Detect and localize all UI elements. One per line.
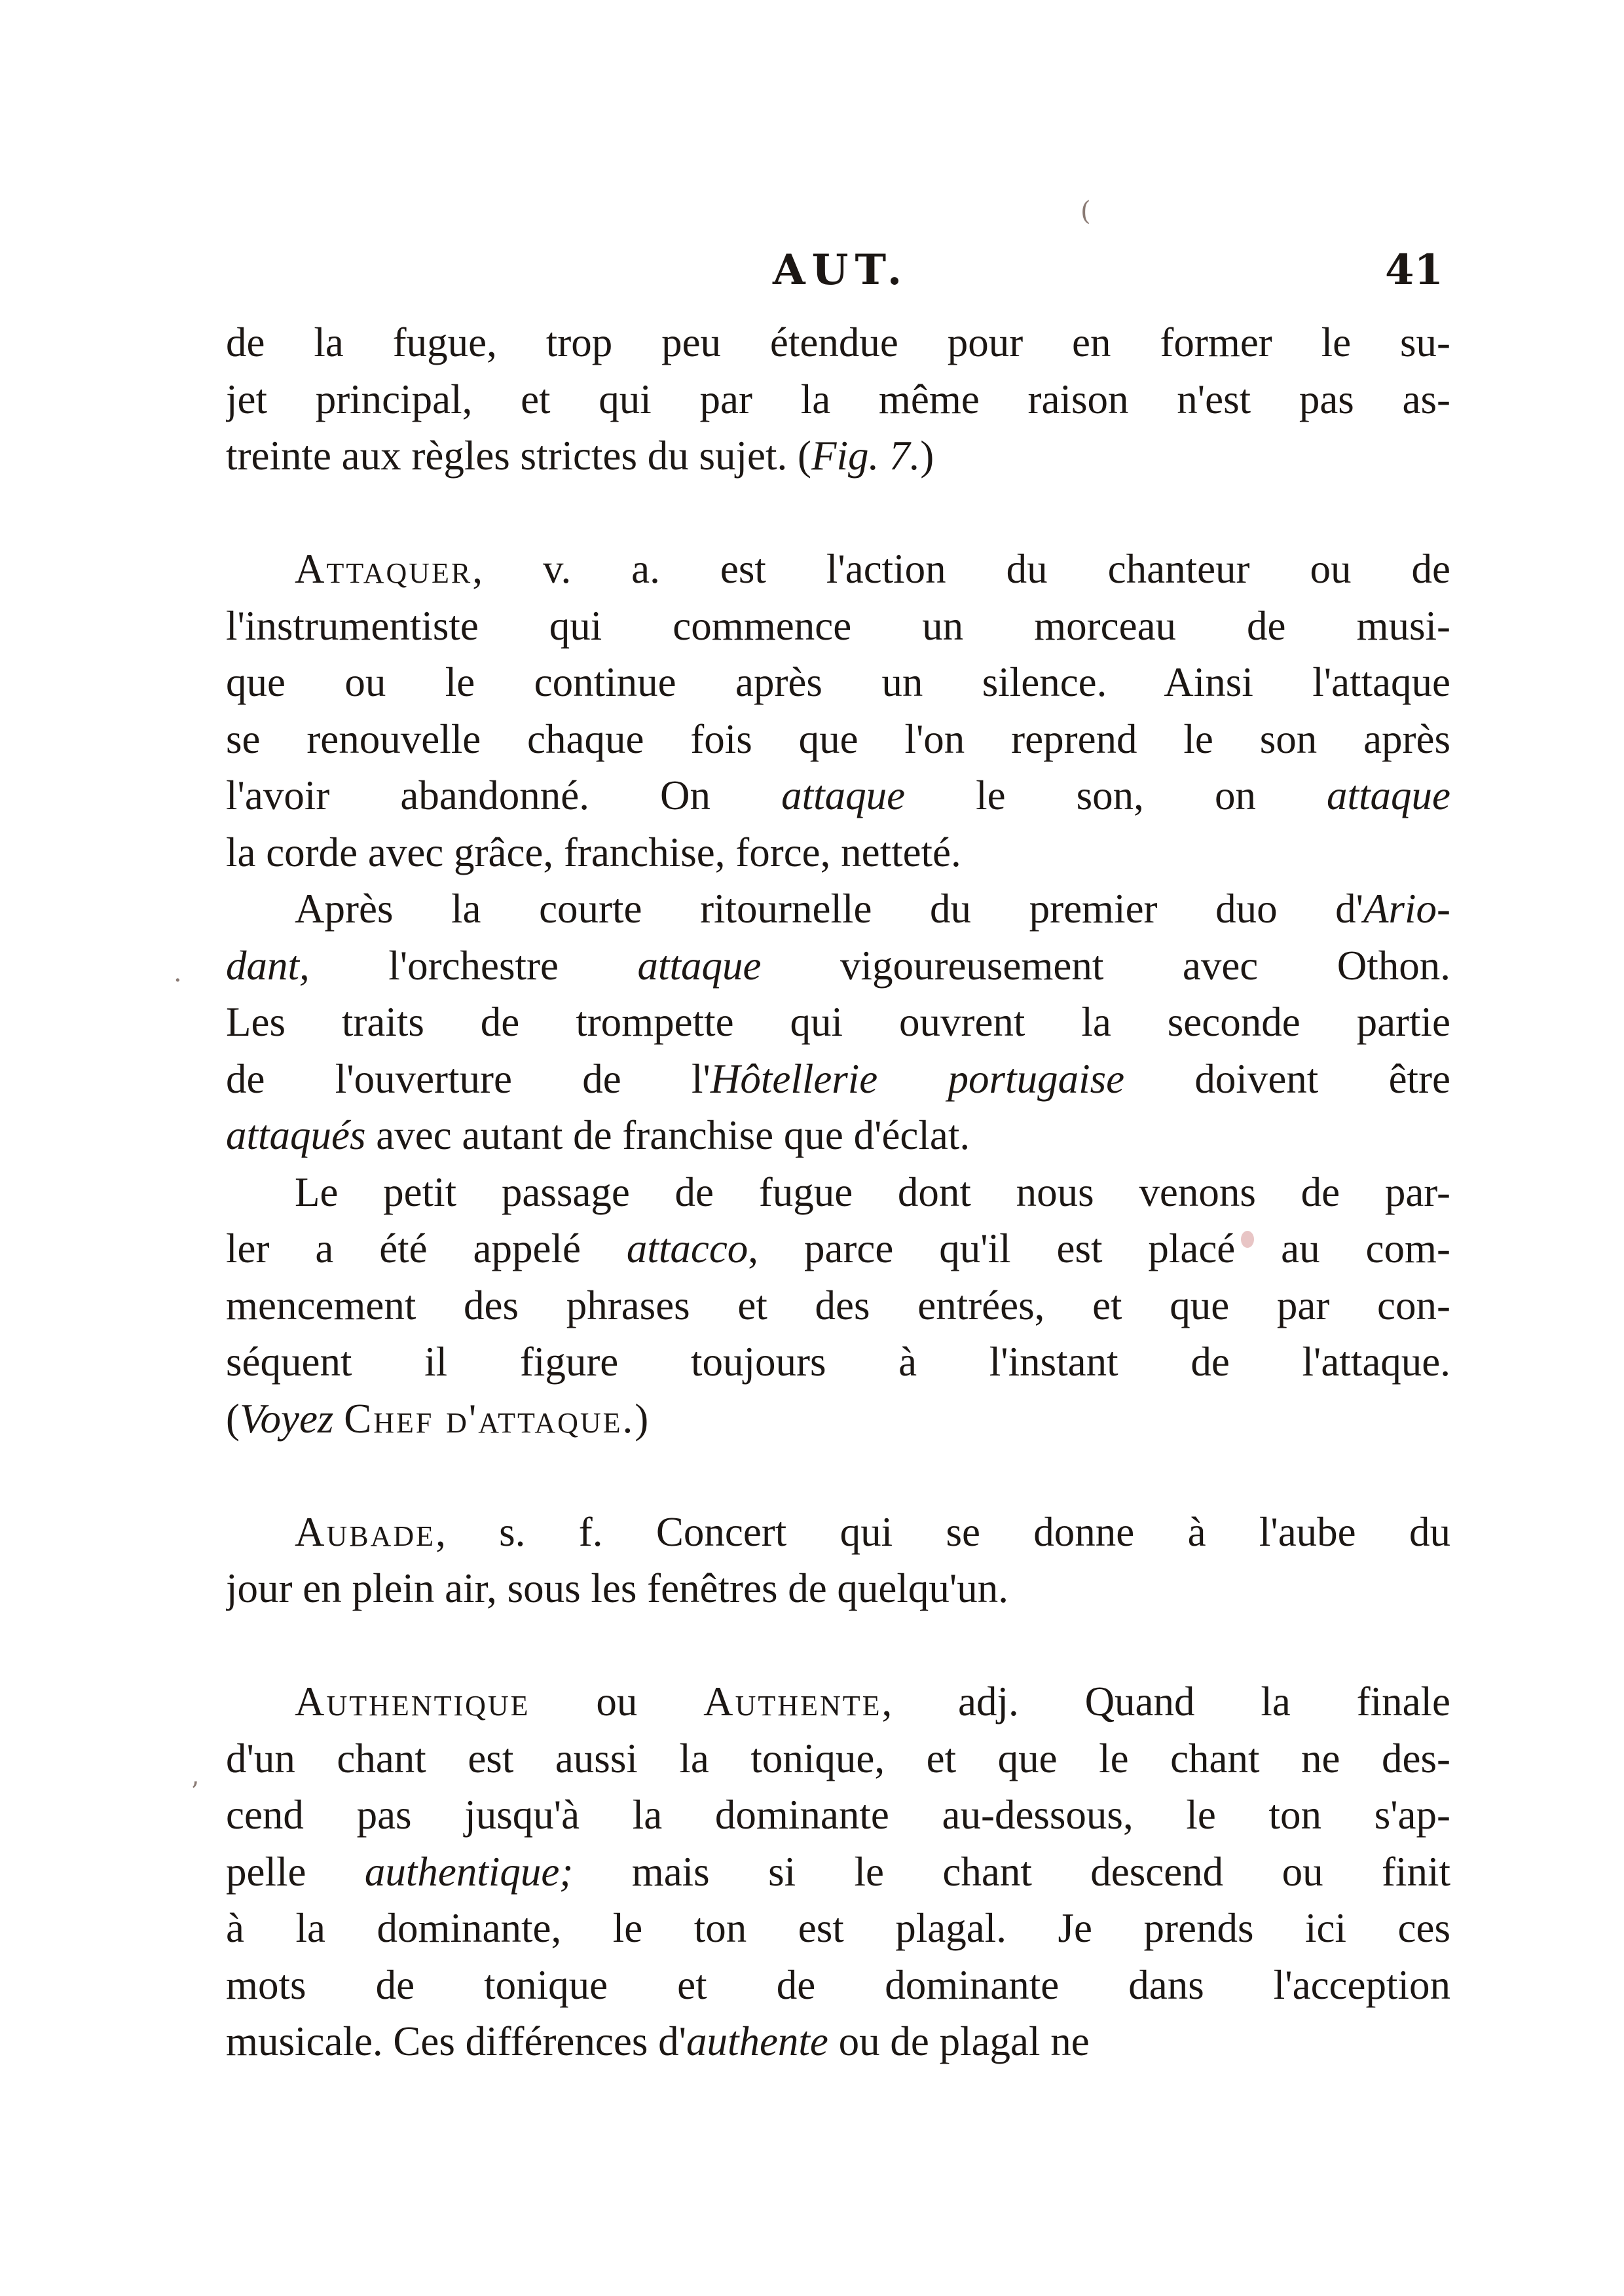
text-line xyxy=(226,1560,1450,1617)
text-run: se renouvelle chaque fois que l'on reprend le son après xyxy=(226,716,1450,762)
text-run: séquent il figure toujours à l'instant de l'attaque. xyxy=(226,1339,1450,1385)
italic-text: authentique; xyxy=(364,1848,574,1895)
italic-text: Voyez xyxy=(239,1395,334,1442)
text-line xyxy=(226,1730,1450,1787)
ink-mark: ʼ xyxy=(190,1777,198,1808)
text-line xyxy=(226,541,1450,598)
paragraph-aubade xyxy=(226,1504,1450,1617)
text-line xyxy=(226,428,1450,484)
headword: Attaquer xyxy=(295,546,473,592)
text-run: ( xyxy=(226,1395,240,1442)
text-line xyxy=(226,1957,1450,2014)
text-line xyxy=(226,1391,1450,1448)
text-run: ler a été appelé xyxy=(226,1226,627,1271)
text-run: de l'ouverture de l' xyxy=(226,1055,710,1102)
text-line xyxy=(226,1051,1450,1108)
ink-mark: ( xyxy=(1080,196,1091,227)
text-line xyxy=(226,654,1450,711)
page-number: 41 xyxy=(1385,246,1444,295)
paragraph-gap xyxy=(226,1447,1450,1504)
headword: Authentique xyxy=(295,1679,530,1724)
body-text xyxy=(226,314,1450,2070)
text-run: avec autant de franchise que d'éclat. xyxy=(365,1112,970,1158)
text-line xyxy=(226,1787,1450,1844)
text-line xyxy=(226,938,1450,994)
text-run: de la fugue, trop peu étendue pour en former le su- xyxy=(226,319,1450,365)
text-run: Les traits de trompette qui ouvrent la seconde partie xyxy=(226,999,1450,1045)
text-run: d'un chant est aussi la tonique, et que le chant ne des- xyxy=(226,1735,1450,1781)
italic-text: attaqués xyxy=(226,1112,366,1158)
text-line xyxy=(226,1844,1450,1901)
text-line xyxy=(226,881,1450,938)
paragraph-authentique xyxy=(226,1673,1450,2070)
text-line xyxy=(226,1164,1450,1221)
text-run: ) xyxy=(635,1395,649,1442)
text-run: treinte aux règles strictes du sujet. ( xyxy=(226,433,811,479)
paragraph-fugue-end xyxy=(226,314,1450,484)
text-run: mais si le chant descend ou finit xyxy=(573,1848,1450,1895)
italic-text: attacco xyxy=(626,1226,748,1271)
text-line xyxy=(226,767,1450,824)
text-line xyxy=(226,1334,1450,1391)
text-run: ou xyxy=(530,1679,704,1724)
text-run: jour en plein air, sous les fenêtres de quelqu'un. xyxy=(226,1565,1009,1611)
italic-text: attaque xyxy=(781,773,906,818)
text-line xyxy=(226,1673,1450,1730)
text-run: doivent être xyxy=(1124,1055,1450,1102)
text-line xyxy=(226,1220,1450,1277)
text-run: que ou le continue après un silence. Ainsi l'attaque xyxy=(226,659,1450,705)
paragraph-gap xyxy=(226,484,1450,541)
italic-text: attaque xyxy=(637,942,762,989)
text-run: mots de tonique et de dominante dans l'acception xyxy=(226,1961,1450,2008)
italic-text: attaque xyxy=(1327,773,1450,818)
italic-text: Hôtellerie portugaise xyxy=(710,1055,1125,1102)
italic-text: authente xyxy=(686,2018,828,2064)
paragraph-gap xyxy=(226,1617,1450,1674)
text-line xyxy=(226,1900,1450,1957)
italic-text: Fig. 7. xyxy=(811,433,921,479)
text-run: musicale. Ces différences d' xyxy=(226,2018,686,2064)
text-line xyxy=(226,994,1450,1051)
text-line xyxy=(226,824,1450,881)
text-run: l'orchestre xyxy=(309,942,638,989)
text-run: ou de plagal ne xyxy=(828,2018,1090,2064)
paragraph-ariodant xyxy=(226,881,1450,1164)
text-line xyxy=(226,314,1450,371)
page-header xyxy=(0,246,1624,304)
headword: Authente xyxy=(703,1679,882,1724)
headword: Aubade xyxy=(295,1508,436,1555)
text-run: , s. f. Concert qui se donne à l'aube du xyxy=(435,1508,1450,1555)
text-line xyxy=(226,1107,1450,1164)
text-run: mencement des phrases et des entrées, et que par con- xyxy=(226,1282,1450,1328)
text-run: jet principal, et qui par la même raison n'est pas as- xyxy=(226,376,1450,422)
text-run: pelle xyxy=(226,1848,365,1895)
ink-mark: · xyxy=(174,966,182,996)
text-line xyxy=(226,598,1450,655)
paragraph-attacco xyxy=(226,1164,1450,1448)
text-run xyxy=(333,1396,344,1442)
text-run: l'instrumentiste qui commence un morceau de musi- xyxy=(226,602,1450,649)
text-run: Après la courte ritournelle du premier duo d' xyxy=(295,886,1364,932)
text-run: à la dominante, le ton est plagal. Je prends ici ces xyxy=(226,1905,1450,1951)
text-run: , parce qu'il est placé au com- xyxy=(748,1226,1450,1271)
text-run: , adj. Quand la finale xyxy=(881,1679,1450,1724)
italic-text: dant, xyxy=(226,942,310,989)
text-run: Le petit passage de fugue dont nous venons de par- xyxy=(295,1169,1450,1215)
text-line xyxy=(226,2013,1450,2070)
text-run: cend pas jusqu'à la dominante au-dessous, le ton s'ap- xyxy=(226,1792,1450,1838)
text-line xyxy=(226,371,1450,428)
italic-text: Ario- xyxy=(1363,886,1450,932)
text-run: le son, on xyxy=(905,773,1327,818)
text-run: l'avoir abandonné. On xyxy=(226,773,782,818)
text-line xyxy=(226,1504,1450,1561)
text-run: , v. a. est l'action du chanteur ou de xyxy=(472,546,1450,592)
running-head: AUT. xyxy=(773,246,909,295)
headword: Chef d'attaque. xyxy=(344,1395,635,1442)
text-run: ) xyxy=(920,433,934,479)
text-line xyxy=(226,1277,1450,1334)
text-line xyxy=(226,711,1450,768)
text-run: vigoureusement avec Othon. xyxy=(761,942,1450,989)
paragraph-attaquer xyxy=(226,541,1450,881)
text-run: la corde avec grâce, franchise, force, netteté. xyxy=(226,829,961,875)
